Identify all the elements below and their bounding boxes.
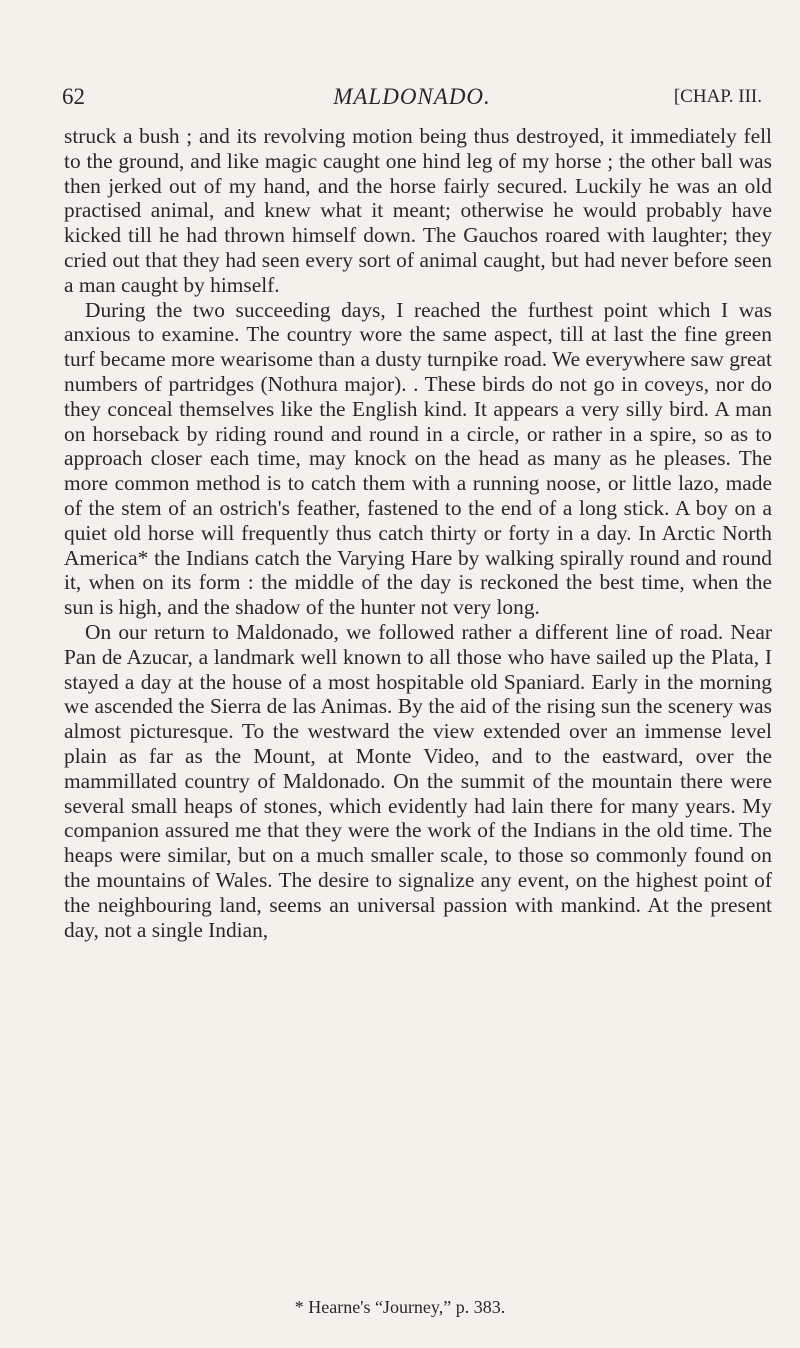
page-number: 62 [62, 84, 85, 109]
body-text [64, 124, 772, 942]
paragraph-return-maldonado: On our return to Maldonado, we followed rather a different line of road. Near Pan de Azucar, a landmark well known to all those who have sailed up the Plata, I stayed a day at the house of a most hospitable old Spaniard. Early in the morning we ascended the Sierra de las Animas. By the aid of the rising sun the scenery was almost picturesque. To the westward the view extended over an immense level plain as far as the Mount, at Monte Video, and to the eastward, over the mammillated country of Maldonado. On the summit of the mountain there were several small heaps of stones, which evidently had lain there for many years. My companion assured me that they were the work of the Indians in the old time. The heaps were similar, but on a much smaller scale, to those so commonly found on the mountains of Wales. The desire to signalize any event, on the highest point of the neighbouring land, seems an universal passion with mankind. At the present day, not a single Indian, [64, 619, 772, 942]
paragraph-continued: struck a bush ; and its revolving motion being thus destroyed, it immediately fell to the ground, and like magic caught one hind leg of my horse ; the other ball was then jerked out of my hand, and the horse fairly secured. Luckily he was an old practised animal, and knew what it meant; otherwise he would probably have kicked till he had thrown himself down. The Gauchos roared with laughter; they cried out that they had seen every sort of animal caught, but had never before seen a man caught by himself. [64, 124, 772, 297]
chapter-reference: [CHAP. III. [673, 86, 762, 107]
paragraph-partridges: During the two succeeding days, I reached the furthest point which I was anxious to examine. The country wore the same aspect, till at last the fine green turf became more wearisome than a dusty turnpike road. We everywhere saw great numbers of partridges (Nothura major). . These birds do not go in coveys, nor do they conceal themselves like the English kind. It appears a very silly bird. A man on horseback by riding round and round in a circle, or rather in a spire, so as to approach closer each time, may knock on the head as many as he pleases. The more common method is to catch them with a running noose, or little lazo, made of the stem of an ostrich's feather, fastened to the end of a long stick. A boy on a quiet old horse will frequently thus catch thirty or forty in a day. In Arctic North America* the Indians catch the Varying Hare by walking spirally round and round it, when on its form : the middle of the day is reckoned the best time, when the sun is high, and the shadow of the hunter not very long. [64, 297, 772, 620]
running-title: MALDONADO. [333, 84, 491, 109]
page-header [62, 84, 762, 114]
footnote: * Hearne's “Journey,” p. 383. [294, 1297, 506, 1317]
